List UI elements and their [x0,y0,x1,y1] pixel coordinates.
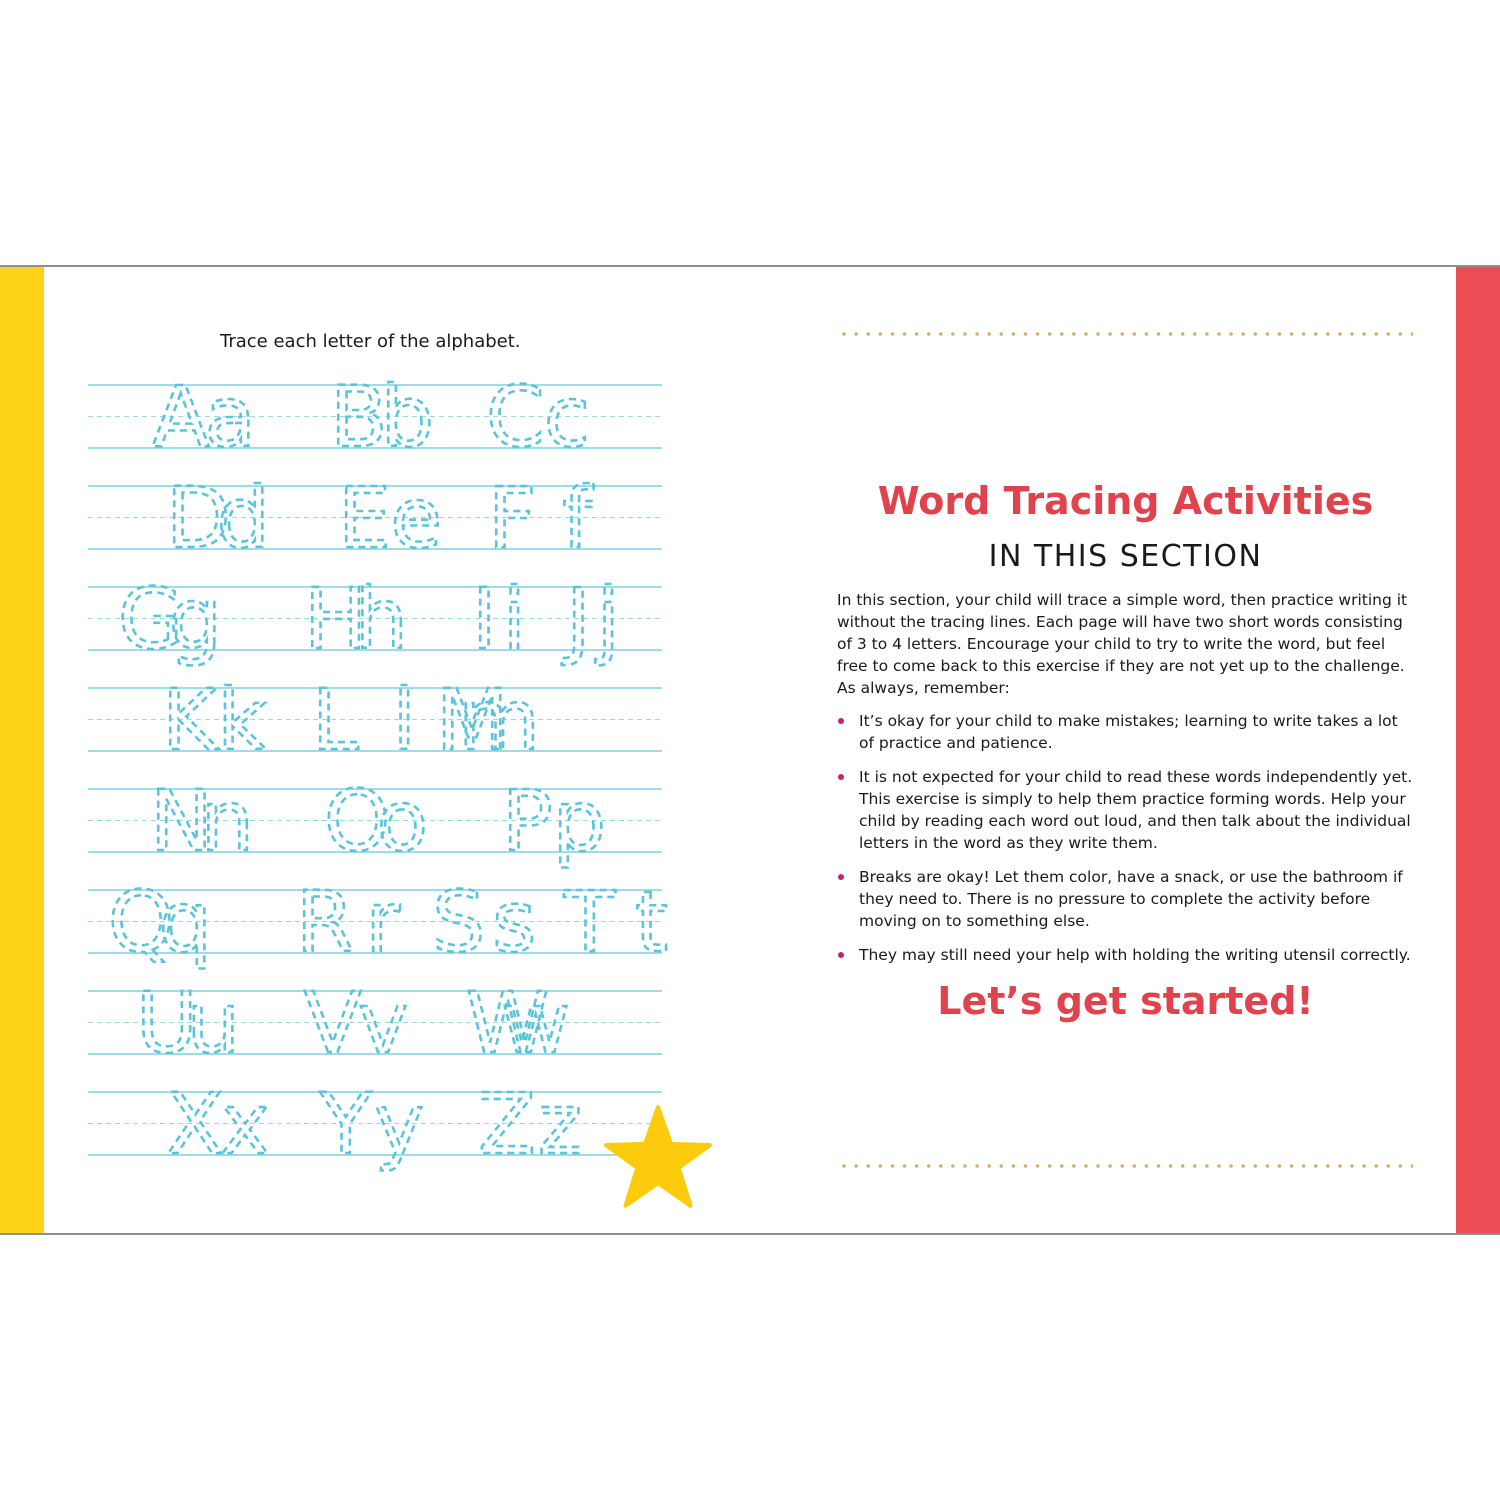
tracing-letter-pair: Qq [108,873,218,971]
intro-paragraph: In this section, your child will trace a simple word, then practice writing it without the tracing lines. Each page will have two short words consisting of 3 to 4 letters. Encourage your child to try to write the word, but feel free to come back to this exercise if they are not yet up to the challenge. As always, remember: [837,591,1408,697]
tracing-row [88,671,662,769]
dotted-divider-top [838,331,1413,337]
tracing-row [88,772,662,870]
tracing-letter-pair: Vv [304,974,414,1072]
tracing-letter-pair: Yy [320,1075,430,1173]
bullet-icon [838,774,844,780]
bullet-icon [838,718,844,724]
tracing-letter-pair: Ee [338,469,448,567]
call-to-action: Let’s get started! [937,979,1314,1023]
tracing-instruction: Trace each letter of the alphabet. [220,331,521,352]
tracing-letter-pair: Mm [436,671,546,769]
tip-item: It’s okay for your child to make mistakes; learning to write takes a lot of practice and patience. [837,710,1417,754]
book-spread [0,265,1500,1235]
tracing-letter-pair: Cc [486,368,596,466]
tracing-letter-pair: Tt [564,873,674,971]
tracing-letter-pair: Kk [162,671,272,769]
tracing-letter-pair: Dd [166,469,276,567]
section-subtitle: IN THIS SECTION [988,539,1263,574]
tips-list [837,710,1417,978]
tip-item: They may still need your help with holding the writing utensil correctly. [837,944,1417,966]
tracing-letter-pair: Bb [330,368,440,466]
tracing-letter-pair: Nn [150,772,260,870]
tracing-row [88,469,662,567]
dotted-divider-bottom [838,1163,1413,1169]
tip-item: Breaks are okay! Let them color, have a snack, or use the bathroom if they need to. There is no pressure to complete the activity before moving on to something else. [837,866,1417,932]
tracing-letter-pair: Rr [296,873,406,971]
alphabet-tracing-worksheet [0,267,760,1237]
tracing-letter-pair: Ff [488,469,598,567]
star-icon [604,1105,712,1209]
tracing-letter-pair: Ww [466,974,576,1072]
tracing-row [88,1075,662,1173]
tracing-letter-pair: Oo [324,772,434,870]
bullet-icon [838,874,844,880]
tracing-letter-pair: Xx [166,1075,276,1173]
tracing-letter-pair: Jj [566,570,626,668]
tracing-row [88,974,662,1072]
right-page-red-stripe [1456,267,1500,1233]
tracing-letter-pair: Pp [502,772,612,870]
section-title: Word Tracing Activities [877,479,1374,523]
tracing-letter-pair: Zz [478,1075,588,1173]
tracing-row [88,368,662,466]
tracing-letter-pair: Aa [152,368,262,466]
tracing-letter-pair: Hh [304,570,414,668]
tracing-letter-pair: Gg [118,570,228,668]
tracing-row [88,570,662,668]
tracing-letter-pair: Uu [136,974,246,1072]
bullet-icon [838,952,844,958]
tracing-letter-pair: Ss [432,873,542,971]
tip-item: It is not expected for your child to read these words independently yet. This exercise is simply to help them practice forming words. Help your child by reading each word out loud, and then talk about the individual letters in the word as they write them. [837,766,1417,854]
tracing-letter-pair: Ii [472,570,532,668]
tracing-letter-pair: Ll [312,671,422,769]
tracing-row [88,873,674,971]
